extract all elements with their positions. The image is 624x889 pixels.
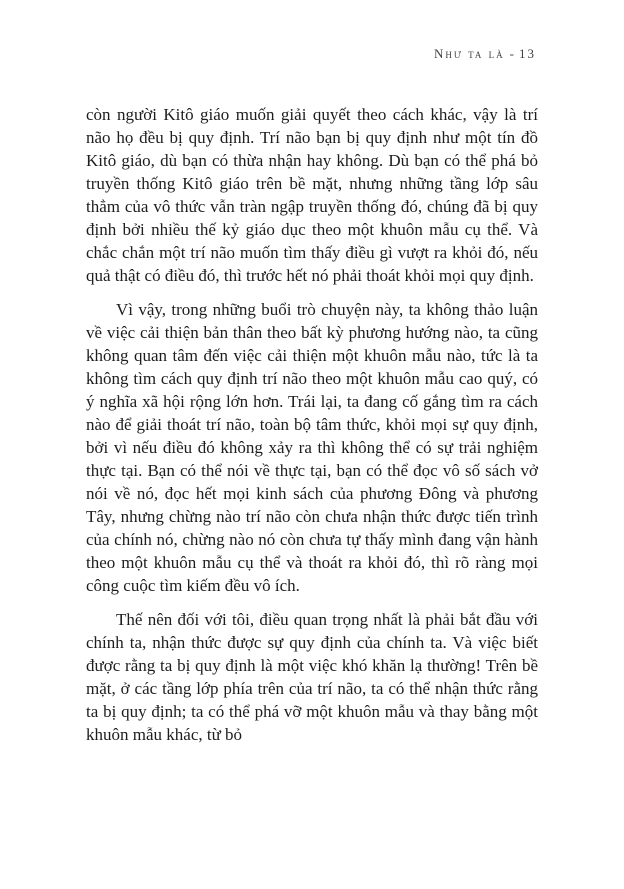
book-title: Như ta là: [434, 46, 505, 61]
page-number: 13: [519, 46, 536, 61]
paragraph: Thế nên đối với tôi, điều quan trọng nhất là phải bắt đầu với chính ta, nhận thức được sự quy định của chính ta. Và việc biết được rằng ta bị quy định là một việc khó khăn lạ thường! Trên bề mặt, ở các tầng lớp phía trên của trí não, ta có thể nhận thức rằng ta bị quy định; ta có thể phá vỡ một khuôn mẫu và thay bằng một khuôn mẫu khác, từ bỏ: [86, 610, 538, 744]
header-separator: -: [509, 46, 514, 61]
running-header: [86, 46, 536, 62]
page-body: [86, 103, 538, 746]
paragraph: còn người Kitô giáo muốn giải quyết theo cách khác, vậy là trí não họ đều bị quy định. Trí não bạn bị quy định như một tín đồ Kitô giáo, dù bạn có thừa nhận hay không. Dù bạn có thể phá bỏ truyền thống Kitô giáo trên bề mặt, nhưng những tầng lớp sâu thẳm của vô thức vẫn tràn ngập truyền thống đó, chúng đã bị quy định bởi nhiều thế kỷ giáo dục theo một khuôn mẫu cụ thể. Và chắc chắn một trí não muốn tìm thấy điều gì vượt ra khỏi đó, nếu quả thật có điều đó, thì trước hết nó phải thoát khỏi mọi quy định.: [86, 105, 538, 285]
paragraph: Vì vậy, trong những buổi trò chuyện này, ta không thảo luận về việc cải thiện bản thân theo bất kỳ phương hướng nào, ta cũng không quan tâm đến việc cải thiện một khuôn mẫu nào, tức là ta không tìm cách quy định trí não theo một khuôn mẫu cao quý, có ý nghĩa xã hội rộng lớn hơn. Trái lại, ta đang cố gắng tìm ra cách nào để giải thoát trí não, toàn bộ tâm thức, khỏi mọi sự quy định, bởi vì nếu điều đó không xảy ra thì không thể có sự trải nghiệm thực tại. Bạn có thể nói về thực tại, bạn có thể đọc vô số sách vở nói về nó, đọc hết mọi kinh sách của phương Đông và phương Tây, nhưng chừng nào trí não còn chưa nhận thức được tiến trình của chính nó, chừng nào nó còn chưa tự thấy mình đang vận hành theo một khuôn mẫu cụ thể và thoát ra khỏi đó, thì rõ ràng mọi công cuộc tìm kiếm đều vô ích.: [86, 300, 538, 595]
